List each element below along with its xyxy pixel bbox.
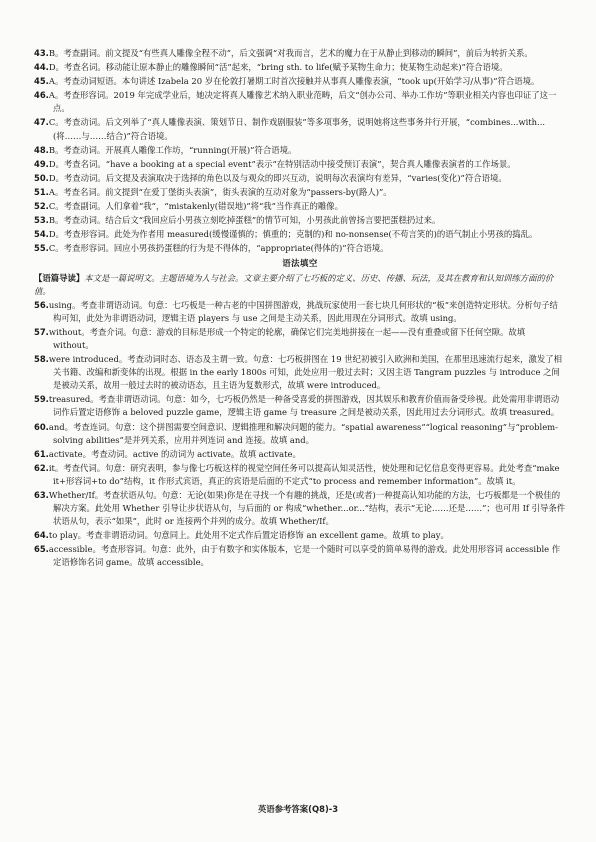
section-title-grammar-fill: 语法填空 [282, 258, 318, 269]
answer-item [34, 89, 566, 115]
answer-item [34, 326, 566, 352]
answer-number: 43. [34, 48, 49, 58]
passage-guide-text: 本文是一篇说明文。主题语境为人与社会。文章主要介绍了七巧板的定义、历史、传播、玩法，及其在教育和认知训练方面的价值。 [34, 272, 554, 296]
answer-number: 60. [34, 421, 49, 432]
answer-text: A。考查名词。前文提到“在爱丁堡街头表演”，街头表演的互动对象为“passers-by(路人)”。 [48, 186, 392, 197]
answer-item [34, 186, 566, 199]
answer-number: 56. [34, 299, 49, 310]
answer-number: 49. [34, 158, 49, 169]
answer-item [34, 61, 566, 74]
answer-text: C。考查副词。人们拿着“我”，“mistakenly(错误地)”将“我”当作真正的雕像。 [48, 201, 343, 212]
answer-text: treasured。考查非谓语动词。句意：如今，七巧板仍然是一种备受喜爱的拼图游戏，因其娱乐和教育价值而备受珍视。此处需用非谓语动词作后置定语修饰 a beloved puzzle game，逻辑主语 game 与 treasure 之间是被动关系，因此用过去分词形式。故填 treasured。 [48, 394, 560, 418]
answer-item [34, 462, 566, 488]
answer-number: 64. [34, 530, 49, 541]
answer-text: A。考查形容词。2019 年完成学业后，她决定将真人雕像艺术纳入职业范畴，后文“创办公司、举办工作坊”等职业相关内容也印证了这一点。 [48, 90, 557, 114]
answer-text: D。考查名词。“have a booking at a special event”表示“在特别活动中接受预订表演”，契合真人雕像表演者的工作场景。 [48, 158, 516, 169]
answer-number: 51. [34, 186, 49, 197]
answer-number: 62. [34, 462, 49, 473]
grammar-answers [34, 299, 566, 570]
answer-number: 52. [34, 201, 49, 212]
answer-item [34, 116, 566, 142]
passage-guide [34, 272, 566, 298]
answer-item [34, 228, 566, 241]
answer-number: 59. [34, 394, 49, 405]
answer-number: 45. [34, 76, 49, 87]
answer-item [34, 543, 566, 569]
answer-item [34, 353, 566, 392]
answer-number: 55. [34, 243, 49, 254]
answer-text: C。考查动词。后文列举了“真人雕像表演、策划节日、制作戏剧服装”等多项事务，说明她将这些事务并行开展，“combines...with...(将……与……结合)”符合语境。 [48, 117, 546, 141]
answer-item [34, 214, 566, 227]
answer-number: 53. [34, 215, 49, 226]
answer-text: it。考查代词。句意：研究表明，参与像七巧板这样的视觉空间任务可以提高认知灵活性，使处理和记忆信息变得更容易。此处考查“make it+形容词+to do”结构，it 作形式宾语，真正的宾语是后面的不定式“to process and remember information”。故填 it。 [48, 462, 560, 486]
page-footer: 英语参考答案(Q8)-3 [257, 804, 339, 814]
answer-text: Whether/If。考查状语从句。句意：无论(如果)你是在寻找一个有趣的挑战，还是(或者)一种提高认知功能的方法，七巧板都是一个极佳的解决方案。此处用 Whether 引导让步状语从句，与后面的 or 构成“whether...or...”结构，表示“无论……还是……”；也可用 If 引导条件状语从句，表示“如果”，此时 or 连接两个并列的成分。故填 Whether/If。 [48, 490, 566, 527]
answer-text: activate。考查动词。active 的动词为 activate。故填 activate。 [48, 448, 301, 459]
answer-text: without。考查介词。句意：游戏的目标是形成一个特定的轮廓，确保它们完美地拼接在一起——没有重叠或留下任何空隙。故填 without。 [48, 326, 526, 350]
answer-text: and。考查连词。句意：这个拼图需要空间意识、逻辑推理和解决问题的能力。“spatial awareness”“logical reasoning”与“problem-solving abilities”是并列关系，应用并列连词 and 连接。故填 and。 [48, 421, 558, 445]
answer-text: were introduced。考查动词时态、语态及主谓一致。句意：七巧板拼图在 19 世纪初被引入欧洲和美国，在那里迅速流行起来，激发了相关书籍、改编和新变体的出现。根据 in the early 1800s 可知，此处应用一般过去时；又因主语 Tangram puzzles 与 introduce 之间是被动关系，故用一般过去时的被动语态，且主语为复数形式，故填 were introduced。 [48, 354, 562, 391]
answer-number: 58. [34, 354, 49, 365]
answer-text: to play。考查非谓语动词。句意同上。此处用不定式作后置定语修饰 an excellent game。故填 to play。 [48, 530, 449, 541]
answer-item [34, 75, 566, 88]
answer-number: 63. [34, 490, 49, 500]
answer-number: 57. [34, 326, 49, 337]
answer-text: B。考查副词。前文提及“有些真人雕像全程不动”，后文强调“对我而言，艺术的魔力在于从静止到移动的瞬间”，前后为转折关系。 [48, 48, 533, 58]
answer-item [34, 144, 566, 157]
answer-number: 50. [34, 172, 49, 183]
answer-item [34, 200, 566, 213]
answer-item [34, 421, 566, 447]
answer-content [34, 47, 566, 571]
answer-number: 48. [34, 144, 49, 155]
answer-item [34, 448, 566, 461]
answer-item [34, 242, 566, 255]
answer-number: 61. [34, 448, 49, 459]
answer-text: A。考查动词短语。本句讲述 Izabela 20 岁在伦敦打暑期工时首次接触并从事真人雕像表演，“took up(开始学习/从事)”符合语境。 [48, 76, 540, 87]
answer-text: C。考查形容词。回应小男孩扔蛋糕的行为是不得体的，“appropriate(得体的)”符合语境。 [48, 243, 389, 254]
answer-number: 65. [34, 544, 49, 555]
answer-number: 46. [34, 90, 49, 101]
answer-item [34, 489, 566, 528]
passage-guide-tag: 【语篇导读】 [34, 272, 85, 283]
answer-text: B。考查动词。结合后文“我回应后小男孩立刻吃掉蛋糕”的情节可知，小男孩此前曾扬言要把蛋糕扔过来。 [48, 215, 441, 226]
answer-item [34, 529, 566, 542]
answer-number: 44. [34, 62, 49, 73]
answer-item [34, 393, 566, 419]
cloze-answers [34, 47, 566, 255]
answer-text: D。考查形容词。此处为作者用 measured(缓慢谨慎的；慎重的；克制的)和 no-nonsense(不苟言笑的)的语气制止小男孩的捣乱。 [48, 229, 538, 240]
answer-text: D。考查名词。移动能让原本静止的雕像瞬间“活”起来，“bring sth. to life(赋予某物生命力；使某物生动起来)”符合语境。 [48, 62, 508, 73]
answer-item [34, 299, 566, 325]
answer-number: 47. [34, 117, 49, 128]
answer-text: accessible。考查形容词。句意：此外，由于有数字和实体版本，它是一个随时可以享受的简单易得的游戏。此处用形容词 accessible 作定语修饰名词 game。故填 accessible。 [48, 544, 561, 568]
answer-item [34, 47, 566, 60]
answer-text: B。考查动词。开展真人雕像工作坊，“running(开展)”符合语境。 [48, 144, 297, 155]
answer-item [34, 158, 566, 171]
answer-text: using。考查非谓语动词。句意：七巧板是一种古老的中国拼图游戏，挑战玩家使用一套七块几何形状的“板”来创造特定形状。分析句子结构可知，此处为非谓语动词，逻辑主语 players 与 use 之间是主动关系，因此用现在分词形式。故填 using。 [48, 299, 558, 323]
answer-number: 54. [34, 229, 49, 240]
answer-item [34, 172, 566, 185]
answer-text: D。考查动词。后文提及表演取决于选择的角色以及与观众的即兴互动，说明每次表演均有差异，“varies(变化)”符合语境。 [48, 172, 507, 183]
